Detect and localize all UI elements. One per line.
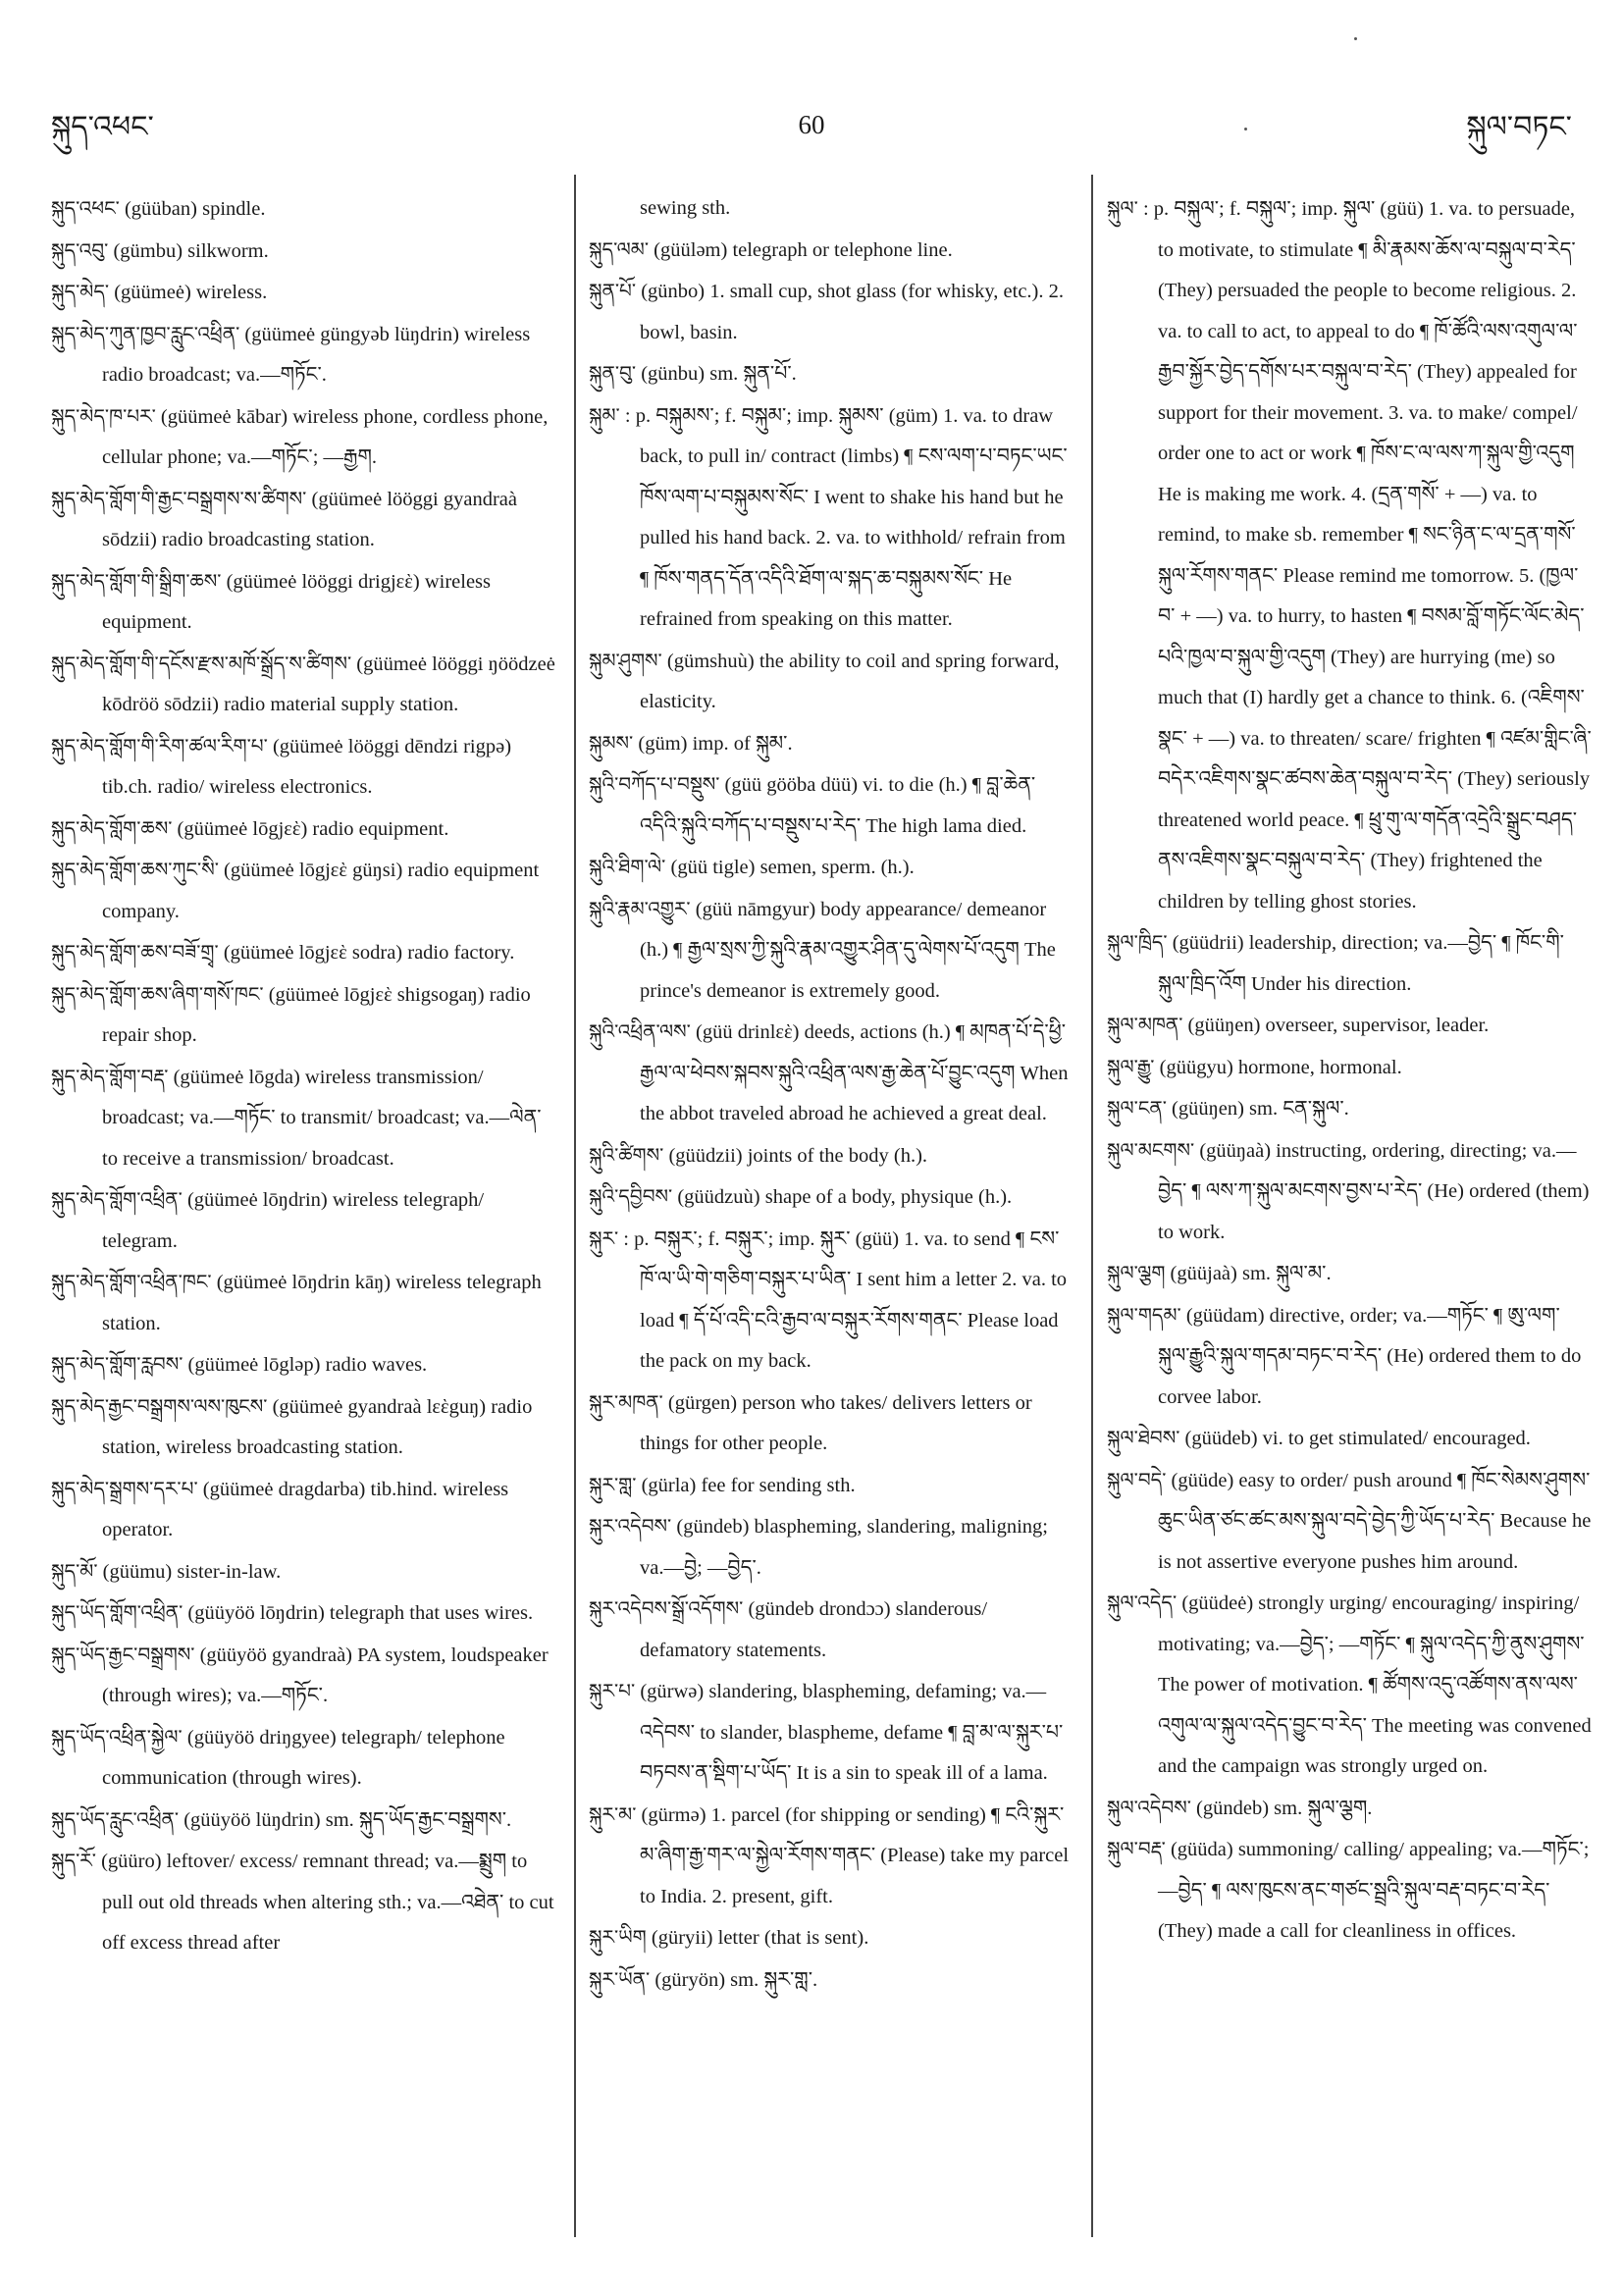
entry-headword: སྐུར་མ་ (589, 1801, 637, 1826)
entry-headword: སྐུད་ཡོད་གློག་འཕྲིན་ (51, 1600, 183, 1624)
entry-definition: (güüdeė) strongly urging/ encouraging/ inspiring/ motivating; va.—བྱེད་; —གཏོང་ ¶ སྐུལ་འདེད་ཀྱི་ནུས་ཤུགས་ The power of motivation. ¶ ཚོགས་འདུ་འཚོགས་ནས་ལས་འགུལ་ལ་སྐུལ་འདེད་བྱུང་བ་རེད་ The meeting was convened and the campaign was strongly urged on. (1158, 1592, 1592, 1777)
dictionary-entry (589, 271, 1074, 353)
entry-definition: (güüdrii) leadership, direction; va.—བྱེད་ ¶ ཁོང་གི་སྐུལ་ཁྲིད་འོག Under his direction. (1158, 932, 1564, 995)
dictionary-entry (51, 809, 561, 851)
entry-definition: (gündeb drondɔɔ) slanderous/ defamatory statements. (640, 1598, 988, 1661)
entry-headword: སྐུད་ཡོད་རྒྱང་བསྒྲགས་ (51, 1642, 195, 1666)
entry-headword: སྐུལ་ཁྲིད་ (1107, 930, 1168, 954)
entry-headword: སྐུར་ཡོན་ (589, 1966, 651, 1991)
entry-headword: སྐུད་མེད་ (51, 280, 110, 303)
entry-headword: སྐུའི་འཕྲིན་ལས་ (589, 1019, 691, 1043)
dictionary-entry (589, 1383, 1074, 1465)
dictionary-entry (51, 1344, 561, 1386)
entry-headword: སྐུད་མེད་སྒྲགས་དར་པ་ (51, 1476, 198, 1500)
entry-headword: སྐུལ་ངན་ (1107, 1096, 1167, 1120)
entry-headword: སྐུའི་དབྱིབས་ (589, 1184, 673, 1208)
entry-definition: (güümeė lōgda) wireless transmission/ broadcast; va.—གཏོང་ to transmit/ broadcast; va.—ལེན་ to receive a transmission/ broadcast. (102, 1066, 542, 1170)
entry-headword: སྐུན་བུ་ (589, 361, 637, 385)
entry-headword: སྐུལ་བདེ་ (1107, 1467, 1167, 1491)
dictionary-entry (51, 1386, 561, 1469)
entry-definition: (güümeė gyandraà lεὲguŋ) radio station, wireless broadcasting station. (102, 1395, 533, 1458)
entry-definition: (güümeė lööggi ŋöödzeė kōdröö sōdzii) radio material supply station. (102, 652, 555, 715)
entry-headword: སྐུར་པ་ (589, 1679, 636, 1702)
dictionary-entry (589, 641, 1074, 723)
entry-headword: སྐུད་མེད་གློག་གི་རྒྱང་བསྒྲགས་ས་ཚིགས་ (51, 486, 307, 510)
dictionary-entry (51, 850, 561, 932)
dictionary-entry (589, 1959, 1074, 2002)
entry-definition: : p. བསྐུམས་; f. བསྐུམ་; imp. སྐུམས་ (güm) 1. va. to draw back, to pull in/ contract (limbs) ¶ ངས་ལག་པ་བཏང་ཡང་ཁོས་ལག་པ་བསྐུམས་སོང་ I went to shake his hand but he pulled his hand back. 2. va. to withhold/ refrain from ¶ ཁོས་གནད་དོན་འདིའི་ཐོག་ལ་སྐད་ཆ་བསྐུམས་སོང་ He refrained from speaking on this matter. (624, 404, 1068, 630)
dictionary-entry (51, 188, 561, 231)
entry-headword: སྐུམ་ཤུགས་ (589, 648, 662, 672)
entry-headword: སྐུལ་གདམ་ (1107, 1302, 1181, 1327)
entry-definition: (güm) imp. of སྐུམ་. (638, 732, 793, 755)
dictionary-entry (589, 230, 1074, 272)
entry-headword: སྐུད་མེད་གློག་གི་སྒྲིག་ཆས་ (51, 568, 222, 593)
header-left-guideword: སྐུད་འཕང་ (51, 110, 154, 144)
entry-definition: (güüde) easy to order/ push around ¶ ཁོང་སེམས་ཤུགས་ཆུང་ཡིན་ཙང་ཚང་མས་སྐུལ་བདེ་བྱེད་ཀྱི་ཡོད་པ་རེད་ Because he is not assertive everyone pushes him around. (1158, 1469, 1592, 1573)
entry-definition: (güryön) sm. སྐུར་གླ་. (654, 1968, 818, 1991)
column-rule (574, 175, 576, 2237)
entry-headword: སྐུལ་རྒྱུ་ (1107, 1054, 1155, 1078)
dictionary-entry (1107, 1829, 1592, 1953)
entry-headword: སྐུད་མེད་ཀུན་ཁྱབ་རླུང་འཕྲིན་ (51, 321, 240, 345)
dictionary-entry (51, 1592, 561, 1635)
entry-definition: (güüləm) telegraph or telephone line. (654, 238, 953, 261)
entry-definition: (güryii) letter (that is sent). (651, 1927, 869, 1949)
entry-definition: (güümeė) wireless. (114, 282, 268, 303)
entry-definition: (güü nāmgyur) body appearance/ demeanor (h.) ¶ རྒྱལ་སྲས་ཀྱི་སྐུའི་རྣམ་འགྱུར་ཤིན་དུ་ལེགས་པོ་འདུག The prince's demeanor is extremely good. (640, 898, 1056, 1002)
entry-definition: (güümeė kābar) wireless phone, cordless phone, cellular phone; va.—གཏོང་; —རྒྱག. (102, 405, 549, 468)
entry-headword: སྐུམས་ (589, 730, 634, 755)
entry-definition: (güümeė lōgləp) radio waves. (187, 1354, 428, 1376)
dictionary-entry (589, 1219, 1074, 1383)
entry-headword: སྐུད་མེད་གློག་ཆས་ཀུང་སི་ (51, 858, 219, 881)
entry-headword: སྐུལ་ཐེབས་ (1107, 1426, 1180, 1449)
dictionary-entry (589, 353, 1074, 395)
dictionary-entry (51, 479, 561, 561)
dictionary-entry (1107, 1788, 1592, 1830)
entry-headword: སྐུའི་ཐིག་ལེ་ (589, 855, 666, 878)
dictionary-entry (1107, 1295, 1592, 1419)
entry-headword: སྐུལ་འདེད་ (1107, 1591, 1178, 1614)
entry-headword: སྐུད་མེད་ཁ་པར་ (51, 403, 156, 428)
entry-definition: (güüŋaà) instructing, ordering, directing; va.—བྱེད་ ¶ ལས་ཀ་སྐུལ་མངགས་བྱས་པ་རེད་ (He) ordered (them) to work. (1158, 1139, 1590, 1243)
entry-headword: སྐུད་ཡོད་འཕྲིན་སྐྱེལ་ (51, 1724, 183, 1748)
entry-definition: (gürmə) 1. parcel (for shipping or sending) ¶ ངའི་སྐུར་མ་ཞིག་རྒྱ་གར་ལ་སྐྱེལ་རོགས་གནང་ (Please) take my parcel to India. 2. present, gift. (640, 1803, 1070, 1907)
entry-headword: སྐུན་པོ་ (589, 279, 637, 302)
entry-definition: (güüyöö lōŋdrin) telegraph that uses wires. (187, 1602, 534, 1624)
dictionary-entry (51, 561, 561, 644)
entry-definition: (güümeė lööggi dēndzi rigpə) tib.ch. radio/ wireless electronics. (102, 735, 512, 798)
entry-headword: སྐུར་ (589, 1226, 619, 1250)
entry-definition: (güüdzii) joints of the body (h.). (668, 1144, 928, 1167)
dictionary-entry (51, 1551, 561, 1593)
entry-headword: སྐུལ་ (1107, 196, 1138, 220)
entry-headword: སྐུད་མེད་གློག་རླབས་ (51, 1352, 183, 1376)
dictionary-entry (51, 1179, 561, 1262)
entry-headword: སྐུམ་ (589, 402, 620, 427)
entry-headword: སྐུད་མེད་གློག་འཕྲིན་ཁང་ (51, 1270, 212, 1293)
dictionary-entry (589, 1176, 1074, 1219)
entry-headword: སྐུལ་འདེབས་ (1107, 1795, 1191, 1819)
entry-headword: སྐུའི་རྣམ་འགྱུར་ (589, 896, 691, 920)
dictionary-entry (589, 1671, 1074, 1795)
dictionary-entry (1107, 1005, 1592, 1047)
entry-headword: སྐུད་མེད་གློག་ཆས་ (51, 815, 173, 840)
dictionary-entry (589, 1795, 1074, 1918)
dictionary-entry (589, 764, 1074, 847)
page-number: 60 (798, 110, 825, 139)
entry-definition: (güüro) leftover/ excess/ remnant thread; va.—སྨྲུག to pull out old threads when altering sth.; va.—འཐེན་ to cut off excess thread after (101, 1851, 554, 1954)
dictionary-entry (51, 1717, 561, 1800)
entry-definition: (güüyöö driŋgyee) telegraph/ telephone communication (through wires). (102, 1726, 505, 1789)
entry-definition: (güümeė lōgjεὲ sodra) radio factory. (223, 942, 515, 964)
entry-headword: སྐུད་ལམ་ (589, 236, 650, 261)
dictionary-entry (589, 723, 1074, 765)
entry-definition: (güügyu) hormone, hormonal. (1159, 1056, 1402, 1078)
dictionary-entry (589, 1465, 1074, 1507)
entry-headword: སྐུད་མེད་གློག་གི་རིག་ཚལ་རིག་པ་ (51, 733, 268, 757)
dictionary-entry (589, 1506, 1074, 1589)
entry-definition: (güüdam) directive, order; va.—གཏོང་ ¶ ཨུ་ལག་སྐུལ་རྒྱུའི་སྐུལ་གདམ་བཏང་བ་རེད་ (He) ordered them to do corvee labor. (1158, 1304, 1582, 1408)
entry-definition: (güüdeb) vi. to get stimulated/ encouraged. (1184, 1428, 1531, 1449)
dictionary-entry (589, 1012, 1074, 1135)
dictionary-entry (589, 1135, 1074, 1177)
dictionary-entry (51, 726, 561, 809)
dictionary-entry (51, 1841, 561, 1964)
entry-headword: སྐུའི་ཚིགས་ (589, 1142, 664, 1167)
dictionary-entry (1107, 922, 1592, 1005)
entry-definition: (güüban) spindle. (124, 198, 266, 220)
entry-headword: སྐུད་མེད་གློག་ཆས་བཟོ་གྲྭ་ (51, 940, 219, 964)
entry-definition: (güüyöö lüŋdrin) sm. སྐུད་ཡོད་རྒྱང་བསྒྲགས་. (183, 1808, 512, 1831)
entry-headword: སྐུར་འདེབས་སྒྲོ་འདོགས་ (589, 1596, 744, 1620)
entry-headword: སྐུད་འབུ་ (51, 237, 109, 262)
entry-definition: (güümeė dragdarba) tib.hind. wireless operator. (102, 1478, 509, 1540)
entry-headword: སྐུད་མེད་རྒྱང་བསྒྲགས་ལས་ཁུངས་ (51, 1393, 268, 1418)
entry-headword: སྐུར་ཡིག (589, 1925, 647, 1949)
entry-headword: སྐུའི་བཀོད་པ་བསྡུས་ (589, 772, 720, 796)
dictionary-entry (589, 847, 1074, 889)
dictionary-entry (51, 1635, 561, 1717)
entry-headword: སྐུད་རོ་ (51, 1849, 96, 1872)
entry-headword: སྐུད་མེད་གློག་ཆས་ཞིག་གསོ་ཁང་ (51, 981, 264, 1006)
entry-headword: སྐུར་གླ་ (589, 1472, 637, 1496)
dictionary-entry (1107, 1047, 1592, 1089)
dictionary-entry (51, 1800, 561, 1842)
column-rule (1091, 175, 1093, 2237)
entry-headword: སྐུད་མོ་ (51, 1558, 98, 1583)
entry-headword: སྐུད་འཕང་ (51, 196, 120, 220)
speck (1354, 37, 1357, 40)
dictionary-entry (1107, 1460, 1592, 1584)
dictionary-entry (51, 1469, 561, 1551)
dictionary-entry (1107, 1253, 1592, 1295)
entry-definition: (güümeė lööggi gyandraà sōdzii) radio broadcasting station. (102, 488, 517, 550)
entry-definition: (güüda) summoning/ calling/ appealing; va.—གཏོང་; —བྱེད་ ¶ ལས་ཁུངས་ནང་གཙང་སྦྲའི་སྐུལ་བརྡ་བཏང་བ་རེད་ (They) made a call for cleanliness in offices. (1158, 1839, 1590, 1942)
entry-definition: : p. བསྐུར་; f. བསྐུར་; imp. སྐུར་ (güü) 1. va. to send ¶ ངས་ཁོ་ལ་ཡི་གེ་གཅིག་བསྐུར་པ་ཡིན་ I sent him a letter 2. va. to load ¶ དོ་པོ་འདི་ངའི་རྒྱབ་ལ་བསྐུར་རོགས་གནང་ Please load the pack on my back. (623, 1227, 1068, 1372)
entry-definition: (güümeė lööggi drigjεὲ) wireless equipment. (102, 570, 492, 633)
entry-definition: (güü tigle) semen, sperm. (h.). (670, 857, 915, 878)
entry-definition: (güüjaà) sm. སྐུལ་མ་. (1170, 1263, 1332, 1284)
dictionary-entry (51, 272, 561, 314)
dictionary-entry (1107, 188, 1592, 922)
dictionary-entry (51, 644, 561, 726)
entry-definition: (güüyöö gyandraà) PA system, loudspeaker (through wires); va.—གཏོང་. (102, 1644, 549, 1706)
speck (1244, 128, 1247, 130)
dictionary-entry (589, 395, 1074, 641)
dictionary-entry (51, 396, 561, 479)
entry-definition: (gündeb) blaspheming, slandering, maligning; va.—བྱེ; —བྱེད་. (640, 1516, 1048, 1579)
entry-definition: : p. བསྐུལ་; f. བསྐུལ་; imp. སྐུལ་ (güü) 1. va. to persuade, to motivate, to stimulate ¶ མི་རྣམས་ཆོས་ལ་བསྐུལ་བ་རེད་ (They) persuaded the people to become religious. 2. va. to call to act, to appeal to do ¶ ཁོ་ཚོའི་ལས་འགུལ་ལ་རྒྱབ་སྐྱོར་བྱེད་དགོས་པར་བསྐུལ་བ་རེད་ (They) appealed for support for their movement. 3. va. to make/ compel/ order one to act or work ¶ ཁོས་ང་ལ་ལས་ཀ་སྐུལ་གྱི་འདུག He is making me work. 4. (དྲན་གསོ་ + —) va. to remind, to make sb. remember ¶ སང་ཉིན་ང་ལ་དྲན་གསོ་སྐུལ་རོགས་གནང་ Please remind me tomorrow. 5. (ཁྱལ་བ་ + —) va. to hurry, to hasten ¶ བསམ་བློ་གཏོང་ལོང་མེད་པའི་ཁྱལ་བ་སྐུལ་གྱི་འདུག (They) are hurrying (me) so much that (I) hardly get a chance to think. 6. (འཇིགས་སྣང་ + —) va. to threaten/ scare/ frighten ¶ འཛམ་གླིང་ཞི་བདེར་འཇིགས་སྣང་ཚབས་ཆེན་བསྐུལ་བ་རེད་ (They) seriously threatened world peace. ¶ ཕྲུ་གུ་ལ་གདོན་འདྲེའི་སྒྲུང་བཤད་ནས་འཇིགས་སྣང་བསྐུལ་བ་རེད་ (They) frightened the children by telling ghost stories. (1142, 198, 1592, 913)
dictionary-entry (51, 932, 561, 974)
dictionary-entry (51, 1262, 561, 1344)
entry-headword: སྐུལ་བརྡ་ (1107, 1837, 1166, 1860)
entry-headword: སྐུད་མེད་གློག་བརྡ་ (51, 1064, 169, 1088)
entry-continuation: sewing sth. (640, 197, 731, 219)
entry-definition: (güüdzuù) shape of a body, physique (h.). (677, 1186, 1013, 1208)
column-3 (1107, 188, 1592, 2237)
entry-definition: (günbo) 1. small cup, shot glass (for whisky, etc.). 2. bowl, basin. (640, 281, 1064, 343)
entry-definition: (güüŋen) overseer, supervisor, leader. (1187, 1015, 1490, 1036)
entry-definition: (gümbu) silkworm. (113, 239, 269, 262)
entry-headword: སྐུར་འདེབས་ (589, 1514, 672, 1538)
dictionary-entry (589, 1917, 1074, 1959)
column-1 (51, 188, 561, 2237)
entry-definition: (güümeė güngyəb lüŋdrin) wireless radio broadcast; va.—གཏོང་. (102, 323, 531, 386)
entry-definition: (güü gööba düü) vi. to die (h.) ¶ བླ་ཆེན་འདིའི་སྐུའི་བཀོད་པ་བསྡུས་པ་རེད་ The high lama died. (640, 774, 1036, 837)
entry-definition: (gürgen) person who takes/ delivers letters or things for other people. (640, 1391, 1032, 1454)
dictionary-entry (1107, 1130, 1592, 1254)
dictionary-entry (51, 1057, 561, 1180)
entry-definition: (güümeė lōŋdrin) wireless telegraph/ telegram. (102, 1189, 485, 1252)
dictionary-entry (589, 889, 1074, 1013)
dictionary-entry (589, 1589, 1074, 1671)
entry-definition: (güüŋen) sm. ངན་སྐུལ་. (1172, 1098, 1349, 1120)
entry-headword: སྐུལ་མངགས་ (1107, 1137, 1195, 1162)
entry-headword: སྐུལ་ལྕག (1107, 1261, 1166, 1284)
entry-headword: སྐུད་མེད་གློག་འཕྲིན་ (51, 1187, 183, 1211)
dictionary-entry (1107, 1583, 1592, 1788)
entry-headword: སྐུད་ཡོད་རླུང་འཕྲིན་ (51, 1806, 180, 1831)
dictionary-entry (1107, 1418, 1592, 1460)
entry-definition: (gündeb) sm. སྐུལ་ལྕག. (1196, 1797, 1373, 1819)
entry-definition: (güümeė lōŋdrin kāŋ) wireless telegraph station. (102, 1272, 542, 1334)
entry-definition: (güümeė lōgjεὲ) radio equipment. (177, 817, 449, 840)
entry-definition: (güümu) sister-in-law. (102, 1560, 282, 1583)
dictionary-entry (51, 974, 561, 1057)
entry-definition: (günbu) sm. སྐུན་པོ་. (641, 363, 797, 385)
column-2 (589, 188, 1074, 2237)
entry-definition: (güümeė lōgjεὲ güŋsi) radio equipment company. (102, 860, 540, 922)
entry-headword: སྐུལ་མཁན་ (1107, 1013, 1183, 1036)
entry-headword: སྐུར་མཁན་ (589, 1389, 663, 1414)
entry-definition: (gürla) fee for sending sth. (641, 1474, 856, 1496)
dictionary-entry (51, 231, 561, 273)
entry-definition: (gümshuù) the ability to coil and spring forward, elasticity. (640, 650, 1060, 712)
dictionary-entry (51, 314, 561, 396)
entry-headword: སྐུད་མེད་གློག་གི་དངོས་རྫས་མཁོ་སྒྲོད་ས་ཚིགས་ (51, 651, 352, 675)
header-right-guideword: སྐུལ་བཏང་ (1466, 110, 1572, 144)
entry-definition: (gürwə) slandering, blaspheming, defaming; va.—འདེབས་ to slander, blaspheme, defame ¶ བླ་མ་ལ་སྐུར་པ་བཏབས་ན་སྡིག་པ་ཡོད་ It is a sin to speak ill of a lama. (640, 1681, 1064, 1784)
entry-definition: (güümeė lōgjεὲ shigsogaŋ) radio repair shop. (102, 983, 531, 1046)
entry-definition: (güü drinlεὲ) deeds, actions (h.) ¶ མཁན་པོ་དེ་ཕྱི་རྒྱལ་ལ་ཕེབས་སྐབས་སྐུའི་འཕྲིན་ལས་རྒྱ་ཆེན་པོ་བྱུང་འདུག When the abbot traveled abroad he achieved a great deal. (640, 1021, 1069, 1124)
dictionary-entry (1107, 1088, 1592, 1130)
